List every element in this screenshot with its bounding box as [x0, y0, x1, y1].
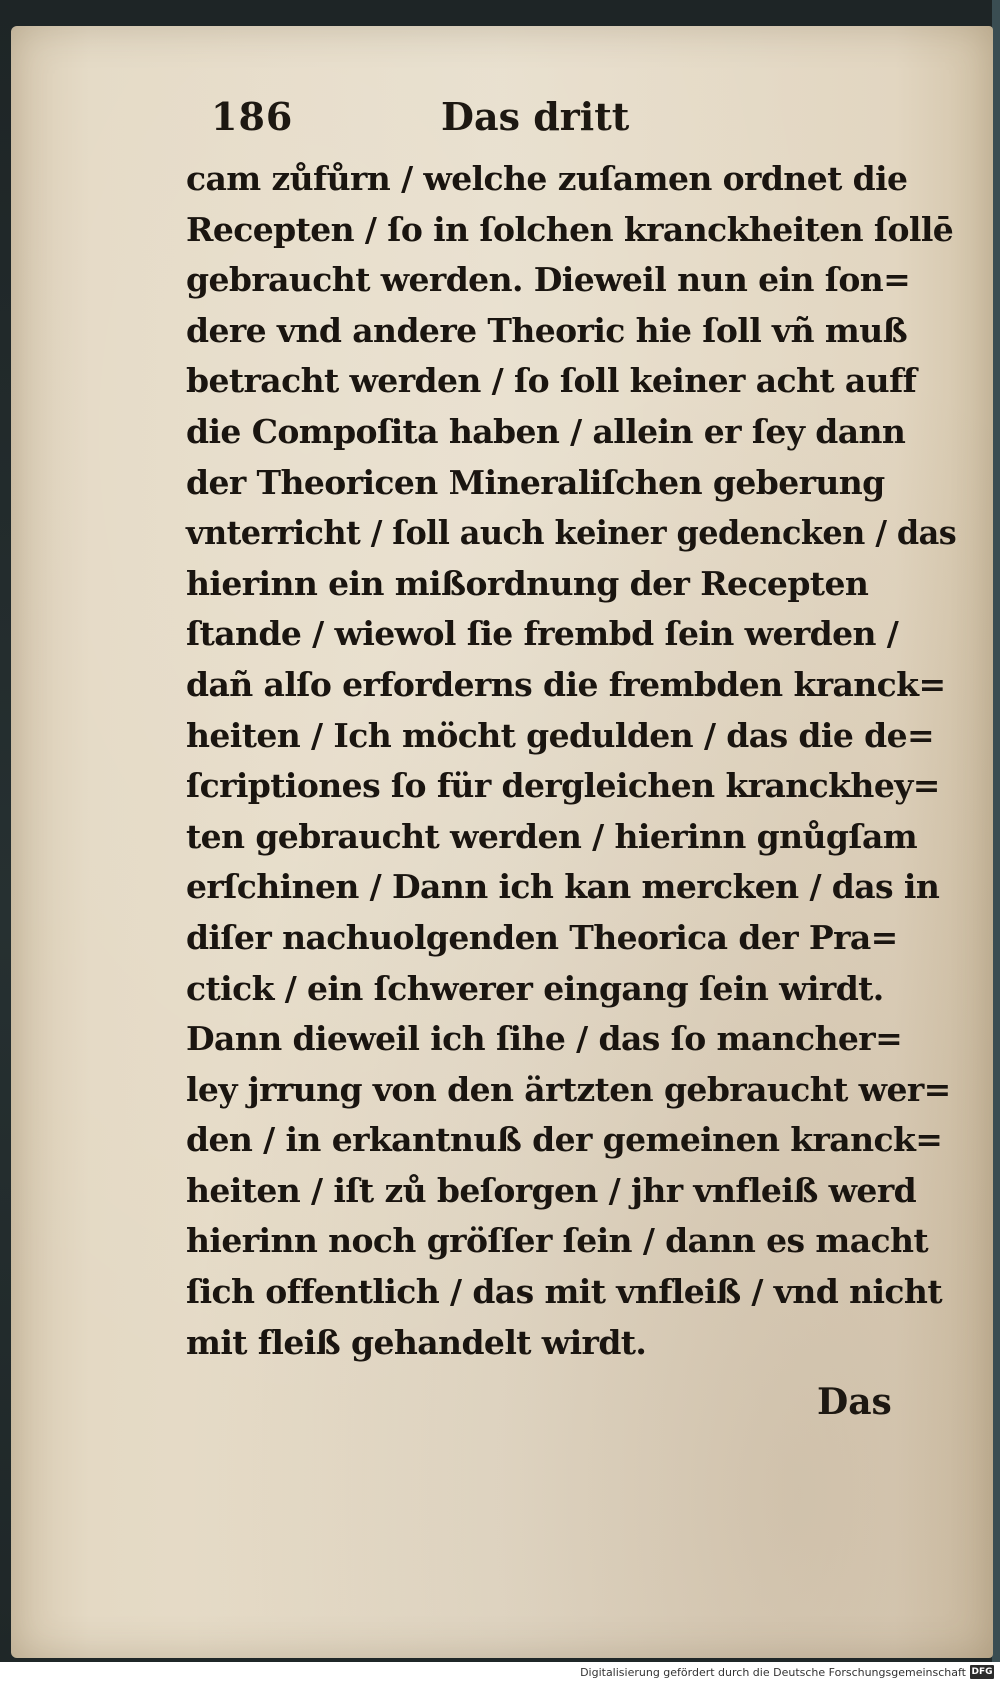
footer-credit: Digitalisierung gefördert durch die Deutsche Forschungsgemeinschaft [580, 1666, 966, 1679]
text-line: heiten / iſt zů beſorgen / jhr vnfleiß werd [186, 1170, 917, 1210]
text-line: betracht werden / ſo ſoll keiner acht auff [186, 361, 917, 401]
text-line: der Theoricen Mineraliſchen geberung [186, 462, 885, 502]
text-line: heiten / Ich möcht gedulden / das die de= [186, 715, 935, 755]
text-line: hierinn ein mißordnung der Recepten [186, 563, 869, 603]
text-line: den / in erkantnuß der gemeinen kranck= [186, 1120, 943, 1160]
text-line: hierinn noch gröſſer ſein / dann es macht [186, 1221, 929, 1261]
text-line: Recepten / ſo in ſolchen kranckheiten ſollē [186, 209, 954, 249]
text-line: ley jrrung von den ärtzten gebraucht wer= [186, 1069, 951, 1109]
text-line: diſer nachuolgenden Theorica der Pra= [186, 917, 898, 957]
page-number: 186 [211, 94, 294, 139]
text-line: Dann dieweil ich ſihe / das ſo mancher= [186, 1019, 903, 1059]
book-page [11, 26, 993, 1658]
text-line: dañ alſo erforderns die frembden kranck= [186, 664, 946, 704]
text-block [186, 154, 956, 1368]
text-line: erſchinen / Dann ich kan mercken / das in [186, 867, 940, 907]
text-line: ſtande / wiewol ſie frembd ſein werden / [186, 614, 899, 654]
text-line: vnterricht / ſoll auch keiner gedencken / das [186, 513, 957, 553]
running-head [11, 88, 993, 148]
text-line: gebraucht werden. Dieweil nun ein ſon= [186, 260, 911, 300]
footer-bar [0, 1662, 1000, 1684]
text-line: cam zůfůrn / welche zuſamen ordnet die [186, 159, 908, 198]
text-line: ſcriptiones ſo für dergleichen kranckhey= [186, 766, 940, 806]
catchword: Das [817, 1381, 892, 1423]
dfg-logo: DFG [971, 1667, 993, 1677]
text-line: ten gebraucht werden / hierinn gnůgſam [186, 816, 918, 856]
text-line: mit fleiß gehandelt wirdt. [186, 1322, 647, 1362]
text-line: die Compoſita haben / allein er ſey dann [186, 411, 906, 451]
text-line: ſich offentlich / das mit vnfleiß / vnd nicht [186, 1272, 942, 1312]
text-line: ctick / ein ſchwerer eingang ſein wirdt. [186, 968, 884, 1008]
text-line: dere vnd andere Theoric hie ſoll vñ muß [186, 310, 908, 350]
running-title: Das dritt [441, 94, 630, 139]
